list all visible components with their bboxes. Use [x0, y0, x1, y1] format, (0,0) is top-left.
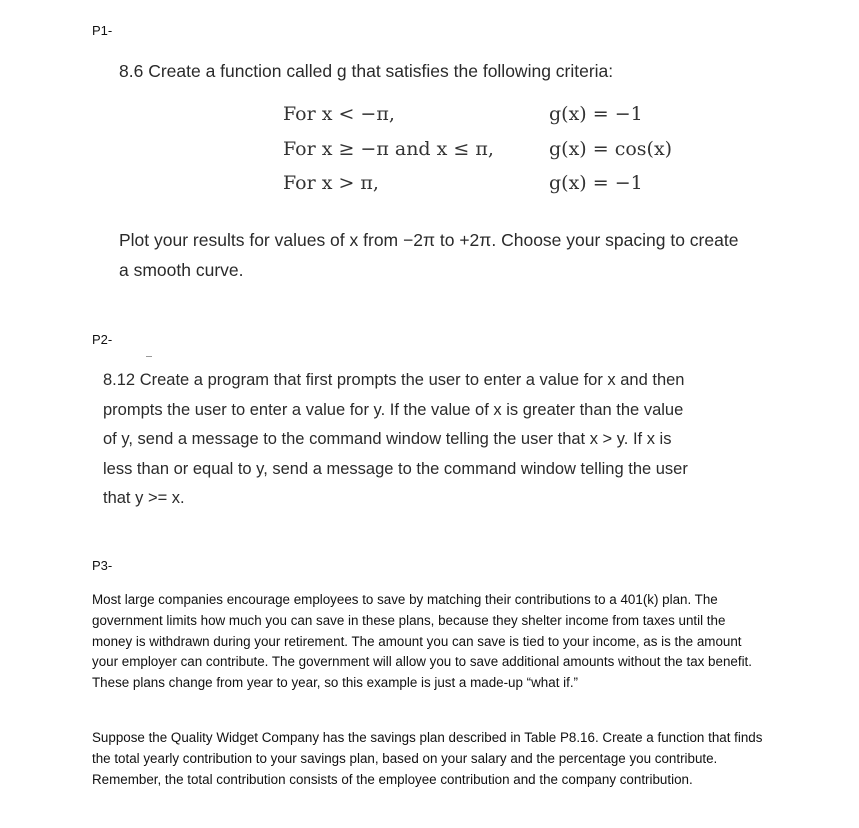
p3-paragraph-2: Suppose the Quality Widget Company has the savings plan described in Table P8.16. Create a function that finds the total yearly contribution to your savings plan, based on your salary and the percentage you contribute. Remember, the total contribution consists of the employee contribution and the company contribution. — [92, 730, 763, 787]
p2-line: of y, send a message to the command window telling the user that x > y. If x is — [103, 430, 672, 448]
decorative-tick — [146, 356, 152, 357]
p3-paragraph-1: Most large companies encourage employees to save by matching their contributions to a 401(k) plan. The government limits how much you can save in these plans, because they shelter income from taxes until the money is withdrawn during your retirement. The amount you can save is tied to your income, as is the amount your employer can contribute. The government will allow you to save additional amounts without the tax benefit. These plans change from year to year, so this example is just a made-up “what if.” — [92, 592, 752, 691]
p1-plot-instruction-line2: a smooth curve. — [119, 260, 244, 280]
criteria-condition-2: For x ≥ −π and x ≤ π, — [283, 138, 494, 160]
criteria-result-1: g(x) = −1 — [549, 103, 643, 125]
problem-label-p1: P1- — [92, 23, 113, 38]
criteria-result-2: g(x) = cos(x) — [549, 138, 673, 160]
problem-label-p2: P2- — [92, 332, 113, 347]
criteria-condition-1: For x < −π, — [283, 103, 395, 125]
p2-line: prompts the user to enter a value for y. If the value of x is greater than the value — [103, 400, 684, 419]
p2-line: less than or equal to y, send a message to the command window telling the user — [103, 459, 688, 478]
p1-plot-instruction-line1: Plot your results for values of x from −2π to +2π. Choose your spacing to create — [119, 230, 739, 250]
problem-label-p3: P3- — [92, 558, 113, 573]
p2-line: that y >= x. — [103, 489, 185, 507]
p2-line: 8.12 Create a program that first prompts the user to enter a value for x and then — [103, 371, 685, 389]
criteria-condition-3: For x > π, — [283, 172, 379, 194]
p2-body — [103, 366, 688, 514]
p1-title: 8.6 Create a function called g that satisfies the following criteria: — [119, 61, 614, 81]
criteria-result-3: g(x) = −1 — [549, 172, 643, 194]
